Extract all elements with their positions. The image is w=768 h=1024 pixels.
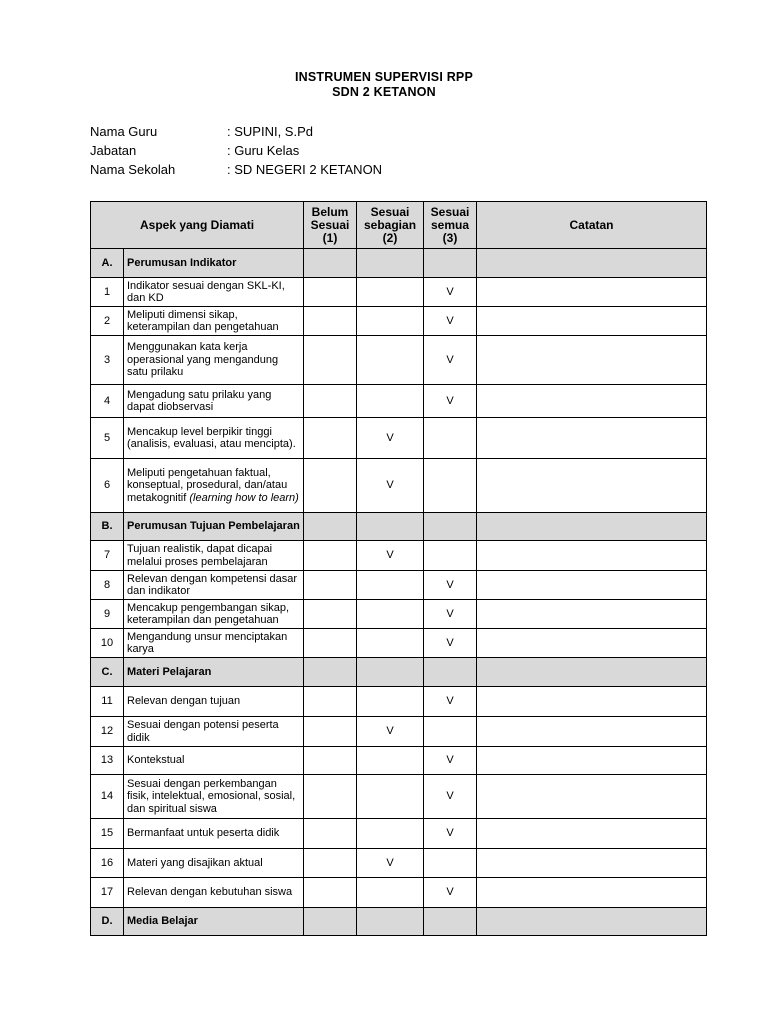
sesuai-semua-cell[interactable] [424, 459, 477, 513]
section-empty-cell [424, 658, 477, 687]
check-mark: V [386, 479, 394, 492]
check-mark: V [446, 607, 454, 620]
table-row [91, 775, 707, 819]
table-row [91, 336, 707, 385]
section-empty-cell [477, 513, 707, 541]
document-title: INSTRUMEN SUPERVISI RPP [294, 70, 473, 84]
row-aspect-text [124, 819, 304, 849]
belum-sesuai-cell[interactable] [304, 541, 357, 571]
row-number: 17 [91, 878, 124, 908]
catatan-cell[interactable] [477, 541, 707, 571]
section-empty-cell [424, 249, 477, 278]
section-code: C. [91, 658, 124, 687]
sesuai-sebagian-cell[interactable] [357, 541, 424, 571]
belum-sesuai-cell[interactable] [304, 878, 357, 908]
section-empty-cell [477, 658, 707, 687]
section-code: D. [91, 908, 124, 936]
sesuai-sebagian-cell[interactable] [357, 336, 424, 385]
info-label-jabatan: Jabatan [90, 143, 137, 158]
info-label-nama-guru: Nama Guru [90, 124, 158, 139]
sesuai-semua-cell[interactable] [424, 418, 477, 459]
sesuai-semua-cell[interactable] [424, 278, 477, 307]
row-aspect-text [124, 278, 304, 307]
table-row [91, 600, 707, 629]
row-aspect-label: Meliputi dimensi sikap, keterampilan dan pengetahuan [127, 308, 279, 333]
catatan-cell[interactable] [477, 278, 707, 307]
row-number: 5 [91, 418, 124, 459]
row-number: 9 [91, 600, 124, 629]
sesuai-semua-cell[interactable] [424, 571, 477, 600]
catatan-cell[interactable] [477, 878, 707, 908]
info-label-nama-sekolah: Nama Sekolah [90, 162, 176, 177]
section-code: B. [91, 513, 124, 541]
sesuai-sebagian-cell[interactable] [357, 878, 424, 908]
table-row [91, 571, 707, 600]
section-empty-cell [304, 513, 357, 541]
row-aspect-text [124, 775, 304, 819]
check-mark: V [446, 314, 454, 327]
sesuai-semua-cell[interactable] [424, 541, 477, 571]
table-row [91, 278, 707, 307]
belum-sesuai-cell[interactable] [304, 278, 357, 307]
info-value-jabatan: : Guru Kelas [227, 143, 300, 158]
catatan-cell[interactable] [477, 336, 707, 385]
sesuai-semua-cell[interactable] [424, 717, 477, 747]
header-sesuai-sebagian: Sesuai sebagian (2) [357, 202, 424, 249]
row-aspect-text [124, 307, 304, 336]
section-row [91, 513, 707, 541]
catatan-cell[interactable] [477, 849, 707, 878]
table-row [91, 717, 707, 747]
section-row [91, 908, 707, 936]
sesuai-sebagian-cell[interactable] [357, 571, 424, 600]
sesuai-semua-cell[interactable] [424, 687, 477, 717]
sesuai-sebagian-cell[interactable] [357, 278, 424, 307]
sesuai-semua-cell[interactable] [424, 747, 477, 775]
row-aspect-text [124, 418, 304, 459]
sesuai-sebagian-cell[interactable] [357, 747, 424, 775]
check-mark: V [386, 856, 394, 869]
catatan-cell[interactable] [477, 747, 707, 775]
belum-sesuai-cell[interactable] [304, 307, 357, 336]
section-empty-cell [304, 658, 357, 687]
row-aspect-label: Kontekstual [127, 754, 185, 767]
row-number: 7 [91, 541, 124, 571]
section-row [91, 249, 707, 278]
table-row [91, 878, 707, 908]
catatan-cell[interactable] [477, 459, 707, 513]
table-row [91, 687, 707, 717]
table-row [91, 307, 707, 336]
check-mark: V [386, 725, 394, 738]
belum-sesuai-cell[interactable] [304, 459, 357, 513]
row-number: 12 [91, 717, 124, 747]
sesuai-sebagian-cell[interactable] [357, 459, 424, 513]
info-value-nama-sekolah: : SD NEGERI 2 KETANON [227, 162, 383, 177]
row-number: 4 [91, 385, 124, 418]
belum-sesuai-cell[interactable] [304, 629, 357, 658]
check-mark: V [446, 285, 454, 298]
sesuai-semua-cell[interactable] [424, 600, 477, 629]
row-number: 1 [91, 278, 124, 307]
catatan-cell[interactable] [477, 418, 707, 459]
catatan-cell[interactable] [477, 629, 707, 658]
sesuai-sebagian-cell[interactable] [357, 687, 424, 717]
row-number: 2 [91, 307, 124, 336]
belum-sesuai-cell[interactable] [304, 571, 357, 600]
row-aspect-text [124, 717, 304, 747]
catatan-cell[interactable] [477, 687, 707, 717]
row-number: 8 [91, 571, 124, 600]
sesuai-sebagian-cell[interactable] [357, 418, 424, 459]
check-mark: V [446, 886, 454, 899]
row-aspect-text [124, 600, 304, 629]
row-number: 14 [91, 775, 124, 819]
belum-sesuai-cell[interactable] [304, 717, 357, 747]
catatan-cell[interactable] [477, 307, 707, 336]
table-body [91, 249, 707, 936]
supervision-table [90, 201, 707, 936]
row-aspect-text [124, 878, 304, 908]
row-aspect-text [124, 541, 304, 571]
row-number: 6 [91, 459, 124, 513]
row-aspect-label: Meliputi pengetahuan faktual, konseptual, prosedural, dan/atau metakognitif [127, 466, 288, 504]
catatan-cell[interactable] [477, 600, 707, 629]
row-aspect-label: Indikator sesuai dengan SKL-KI, dan KD [127, 279, 285, 304]
row-number: 3 [91, 336, 124, 385]
row-number: 13 [91, 747, 124, 775]
belum-sesuai-cell[interactable] [304, 336, 357, 385]
check-mark: V [446, 695, 454, 708]
check-mark: V [386, 549, 394, 562]
belum-sesuai-cell[interactable] [304, 600, 357, 629]
row-aspect-text [124, 747, 304, 775]
sesuai-semua-cell[interactable] [424, 629, 477, 658]
row-aspect-label: Mencakup level berpikir tinggi (analisis, evaluasi, atau mencipta). [127, 425, 296, 450]
row-aspect-label: Bermanfaat untuk peserta didik [127, 827, 280, 840]
table-row [91, 849, 707, 878]
row-aspect-label: Mencakup pengembangan sikap, keterampilan dan pengetahuan [127, 601, 290, 626]
header-aspek: Aspek yang Diamati [91, 202, 304, 249]
row-aspect-label: Menggunakan kata kerja operasional yang mengandung satu prilaku [127, 341, 279, 379]
section-empty-cell [477, 249, 707, 278]
row-aspect-text [124, 849, 304, 878]
row-aspect-text [124, 687, 304, 717]
check-mark: V [446, 394, 454, 407]
header-catatan: Catatan [477, 202, 707, 249]
check-mark: V [386, 431, 394, 444]
belum-sesuai-cell[interactable] [304, 819, 357, 849]
table-row [91, 385, 707, 418]
row-aspect-label: Mengadung satu prilaku yang dapat diobservasi [127, 388, 272, 413]
catatan-cell[interactable] [477, 775, 707, 819]
section-row [91, 658, 707, 687]
belum-sesuai-cell[interactable] [304, 687, 357, 717]
catatan-cell[interactable] [477, 717, 707, 747]
row-aspect-label: Tujuan realistik, dapat dicapai melalui proses pembelajaran [127, 543, 273, 568]
header-sesuai-semua: Sesuai semua (3) [424, 202, 477, 249]
row-aspect-italic: (learning how to learn) [189, 491, 299, 504]
row-aspect-text [124, 629, 304, 658]
section-empty-cell [357, 908, 424, 936]
section-title: Materi Pelajaran [124, 658, 304, 687]
row-aspect-text [124, 385, 304, 418]
row-number: 10 [91, 629, 124, 658]
row-aspect-text [124, 336, 304, 385]
row-aspect-text [124, 459, 304, 513]
sesuai-sebagian-cell[interactable] [357, 849, 424, 878]
row-number: 15 [91, 819, 124, 849]
sesuai-sebagian-cell[interactable] [357, 307, 424, 336]
sesuai-sebagian-cell[interactable] [357, 600, 424, 629]
check-mark: V [446, 353, 454, 366]
check-mark: V [446, 790, 454, 803]
row-aspect-label: Mengandung unsur menciptakan karya [127, 630, 288, 655]
section-empty-cell [424, 908, 477, 936]
row-aspect-label: Relevan dengan kompetensi dasar dan indikator [127, 572, 298, 597]
row-aspect-label: Materi yang disajikan aktual [127, 856, 263, 869]
sesuai-sebagian-cell[interactable] [357, 819, 424, 849]
section-empty-cell [357, 658, 424, 687]
info-value-nama-guru: : SUPINI, S.Pd [227, 124, 313, 139]
section-empty-cell [477, 908, 707, 936]
check-mark: V [446, 636, 454, 649]
sesuai-semua-cell[interactable] [424, 385, 477, 418]
sesuai-semua-cell[interactable] [424, 307, 477, 336]
sesuai-sebagian-cell[interactable] [357, 385, 424, 418]
belum-sesuai-cell[interactable] [304, 849, 357, 878]
section-title: Perumusan Indikator [124, 249, 304, 278]
catatan-cell[interactable] [477, 819, 707, 849]
section-title: Perumusan Tujuan Pembelajaran [124, 513, 304, 541]
table-row [91, 819, 707, 849]
sesuai-semua-cell[interactable] [424, 336, 477, 385]
row-aspect-text [124, 571, 304, 600]
table-row [91, 629, 707, 658]
document-subtitle: SDN 2 KETANON [332, 85, 436, 99]
belum-sesuai-cell[interactable] [304, 385, 357, 418]
row-number: 16 [91, 849, 124, 878]
section-empty-cell [357, 249, 424, 278]
sesuai-sebagian-cell[interactable] [357, 775, 424, 819]
check-mark: V [446, 754, 454, 767]
sesuai-semua-cell[interactable] [424, 878, 477, 908]
sesuai-sebagian-cell[interactable] [357, 717, 424, 747]
section-empty-cell [424, 513, 477, 541]
sesuai-semua-cell[interactable] [424, 819, 477, 849]
table-row [91, 459, 707, 513]
belum-sesuai-cell[interactable] [304, 775, 357, 819]
section-empty-cell [304, 908, 357, 936]
sesuai-semua-cell[interactable] [424, 849, 477, 878]
table-header-row [91, 202, 707, 249]
row-aspect-label: Sesuai dengan perkembangan fisik, intelektual, emosional, sosial, dan spiritual siswa [127, 777, 296, 815]
row-number: 11 [91, 687, 124, 717]
sesuai-semua-cell[interactable] [424, 775, 477, 819]
table-row [91, 747, 707, 775]
catatan-cell[interactable] [477, 385, 707, 418]
section-title: Media Belajar [124, 908, 304, 936]
sesuai-sebagian-cell[interactable] [357, 629, 424, 658]
header-belum-sesuai: Belum Sesuai (1) [304, 202, 357, 249]
section-code: A. [91, 249, 124, 278]
belum-sesuai-cell[interactable] [304, 418, 357, 459]
check-mark: V [446, 827, 454, 840]
catatan-cell[interactable] [477, 571, 707, 600]
belum-sesuai-cell[interactable] [304, 747, 357, 775]
section-empty-cell [304, 249, 357, 278]
table-row [91, 541, 707, 571]
row-aspect-label: Sesuai dengan potensi peserta didik [127, 719, 279, 744]
check-mark: V [446, 578, 454, 591]
row-aspect-label: Relevan dengan kebutuhan siswa [127, 886, 293, 899]
row-aspect-label: Relevan dengan tujuan [127, 695, 241, 708]
table-row [91, 418, 707, 459]
section-empty-cell [357, 513, 424, 541]
